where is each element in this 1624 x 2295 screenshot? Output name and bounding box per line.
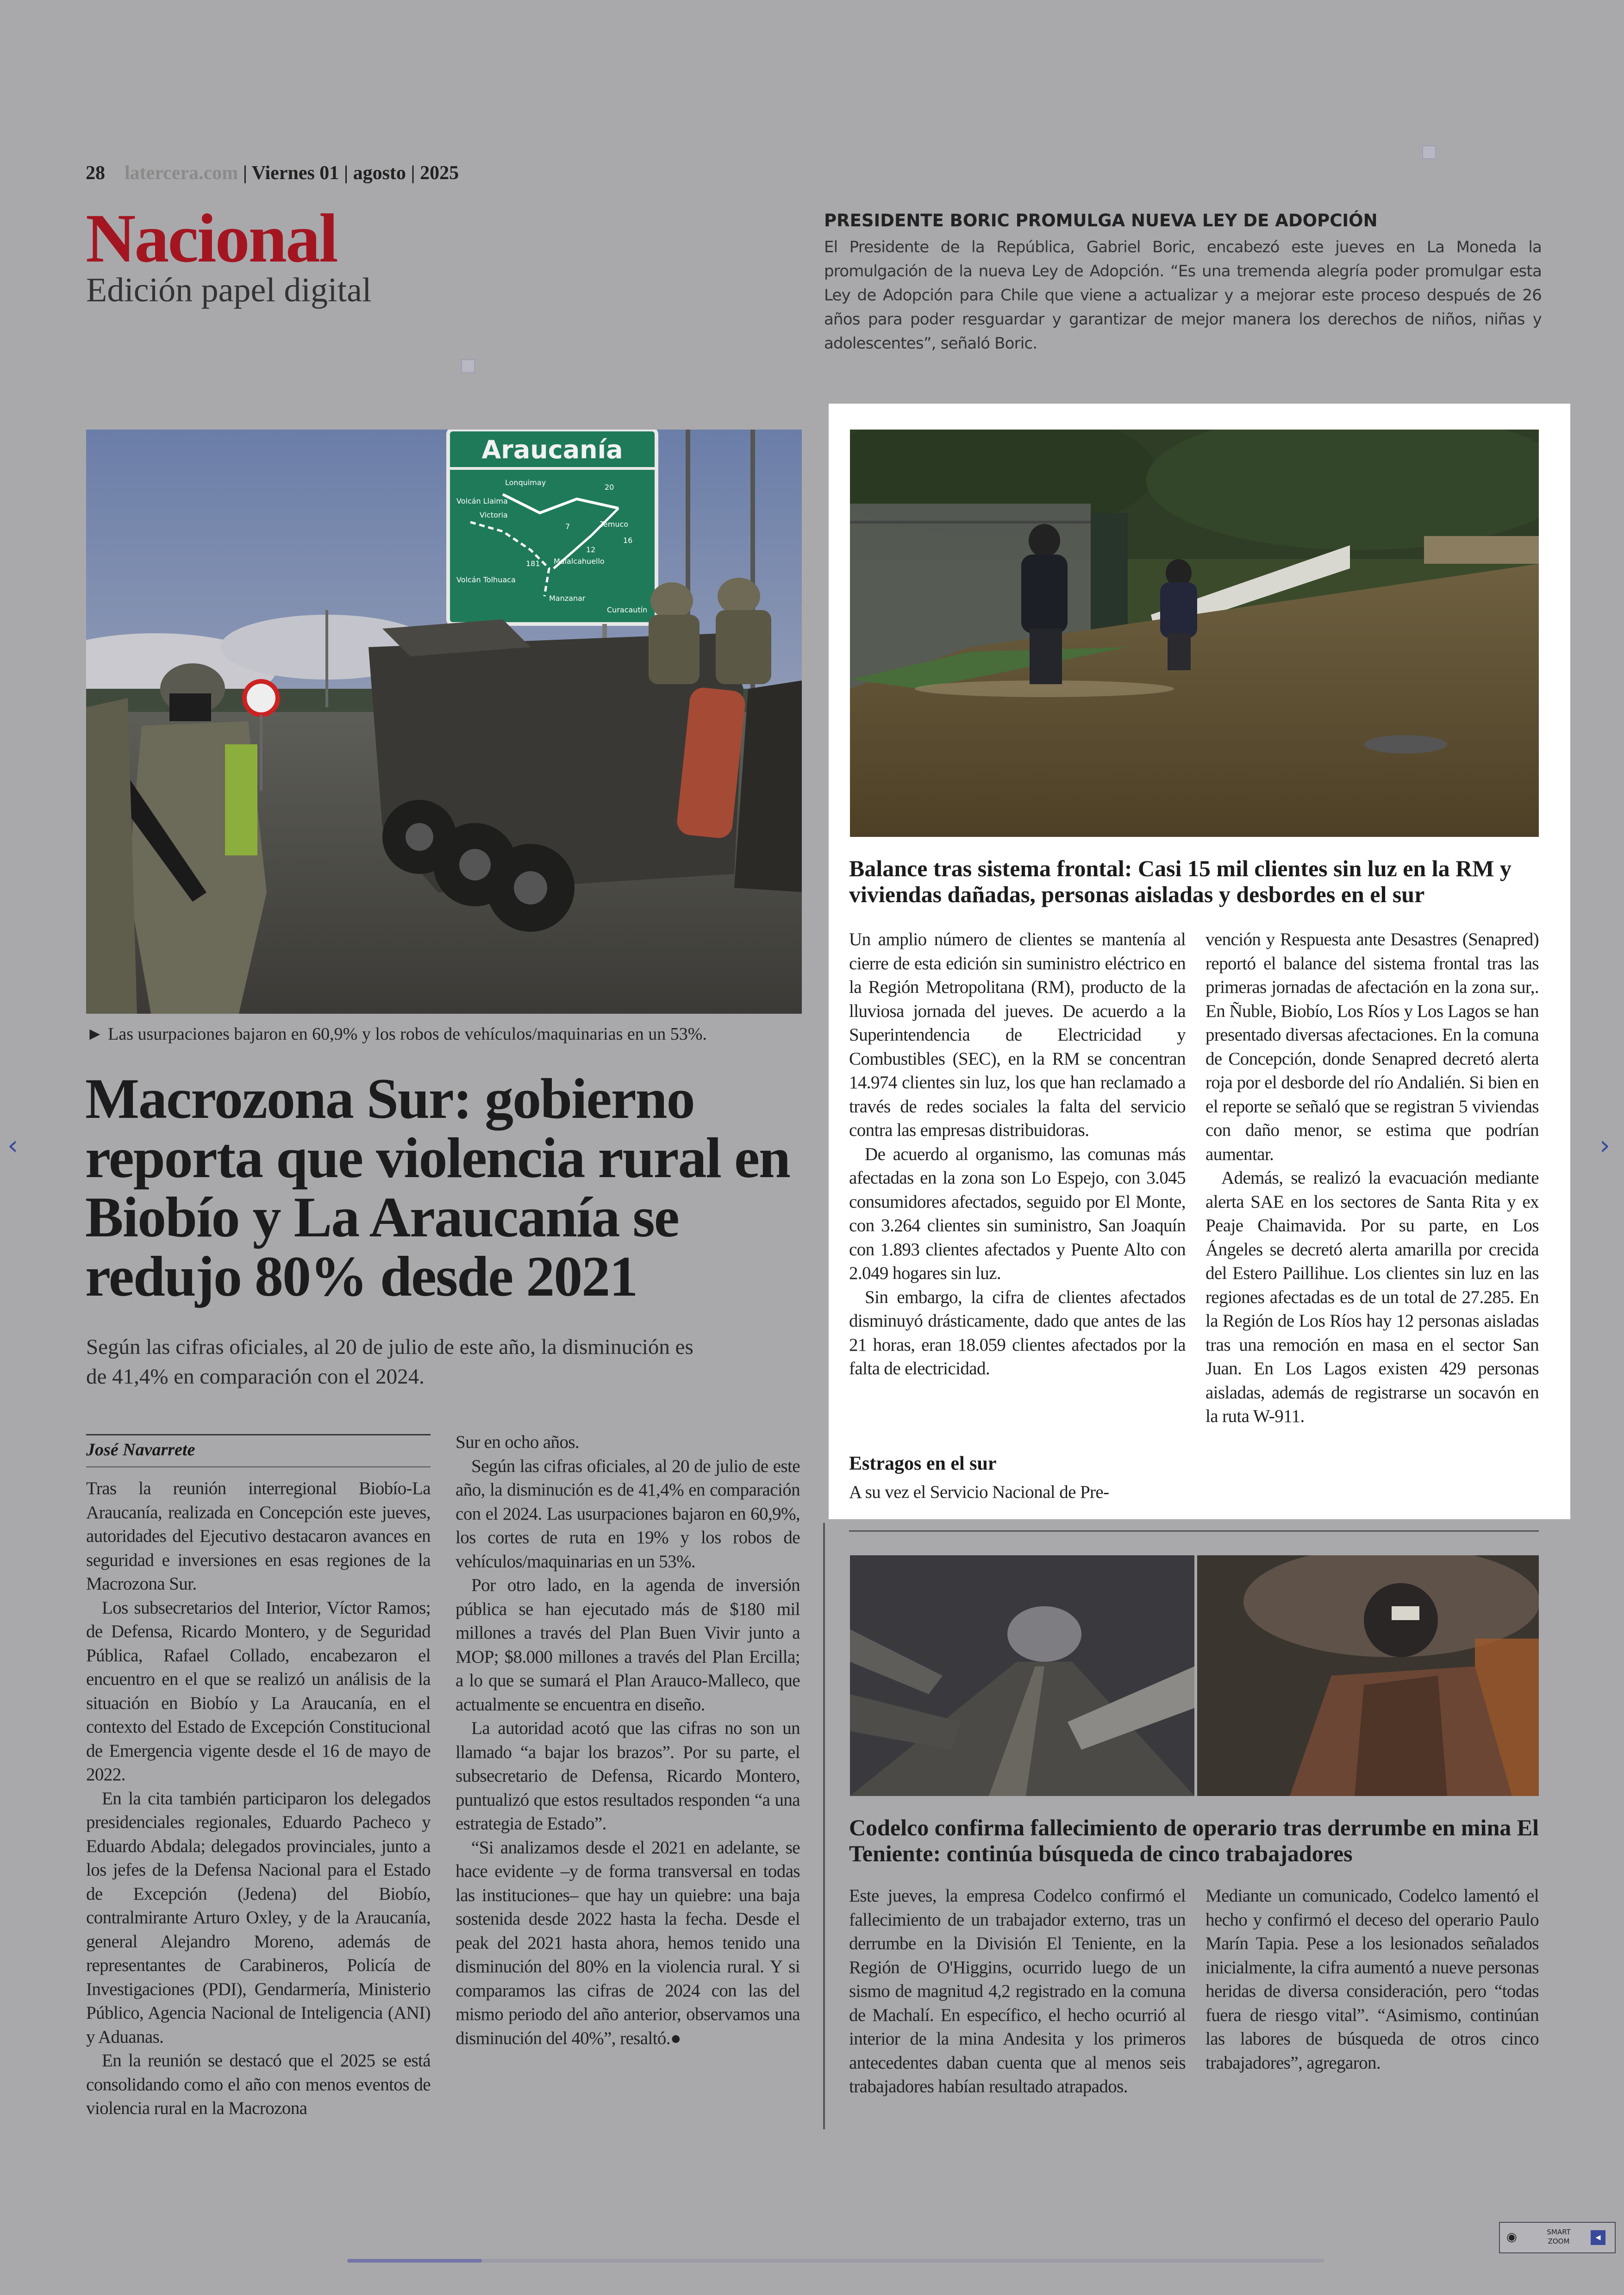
smart-zoom-button[interactable]: [1499, 2222, 1616, 2253]
brief-body: El Presidente de la República, Gabriel Boric, encabezó este jueves en La Moneda la promulgación de la nueva Ley de Adopción. “Es una tremenda alegría poder promulgar esta Ley de Adopción para Chile que viene a actualizar y a mejorar este proceso después de 26 años para poder resguardar y garantizar de mejor manera los derechos de niños, niñas y adolescentes”, señaló Boric.: [824, 238, 1542, 353]
paragraph: vención y Respuesta ante Desastres (Senapred) reportó el balance del sistema frontal tras las primeras jornadas de afectación en la zona sur,. En Ñuble, Biobío, Los Ríos y Los Lagos se han presentado diversas afectaciones. En la comuna de Concepción, donde Senapred decretó alerta roja por el desborde del río Andalién. Si bien en el reporte se señaló que se registran 5 viviendas con daño menor, se estima que podrían aumentar.: [1206, 929, 1539, 1164]
paragraph: Los subsecretarios del Interior, Víctor Ramos; de Defensa, Ricardo Montero, y de Seguridad Pública, Rafael Collado, encabezaron el encuentro en el que se realizó un análisis de la situación en Biobío y La Araucanía, en el contexto del Estado de Excepción Constitucional de Emergencia vigente desde el 16 de mayo de 2022.: [86, 1597, 431, 1784]
page-number: 28: [86, 162, 105, 184]
paragraph: Tras la reunión interregional Biobío-La Araucanía, realizada en Concepción este jueves, autoridades del Ejecutivo destacaron avances en seguridad e inversiones en esas regiones de la Macrozona Sur.: [86, 1478, 431, 1594]
article-column: [456, 1430, 800, 2050]
mine-tunnel-photo: [850, 1555, 1194, 1796]
sign-place: Volcán Tolhuaca: [456, 575, 516, 584]
sign-number: 12: [586, 545, 596, 554]
folio-day: Viernes 01: [251, 162, 339, 184]
paragraph-text: “Si analizamos desde el 2021 en adelante, se hace evidente –y de forma transversal en todas las instituciones– que hay un quiebre: una baja sostenida desde 2022 hasta la fecha. Desde el peak del 2021 hasta ahora, hemos tenido una disminución del 80% en la violencia rural. Y si comparamos las cifras de 2024 con las del mismo periodo del año anterior, observamos una disminución del 40%”, resaltó.: [456, 1837, 800, 2048]
page-progress-bar[interactable]: [347, 2259, 1324, 2263]
paragraph: Además, se realizó la evacuación mediante alerta SAE en los sectores de Santa Rita y ex Peaje Chaimavida. Por su parte, en Los Ángeles se decretó alerta amarilla por crecida del Estero Paillihue. Los clientes sin luz en las regiones afectadas es de un total de 27.285. En la Región de Los Ríos hay 12 personas aisladas tras una remoción en masa en el sector San Juan. En Los Lagos existen 429 personas aisladas, además de registrarse un socavón en la ruta W-911.: [1206, 1168, 1539, 1426]
sign-place: Lonquimay: [505, 478, 546, 487]
sign-place: Temuco: [600, 520, 629, 529]
article-column: [849, 928, 1186, 1381]
end-mark: ●: [670, 2028, 681, 2048]
page-folio: 28 latercera.com | Viernes 01 | agosto | 2025: [86, 162, 459, 184]
paragraph: Un amplio número de clientes se mantenía al cierre de esta edición sin suministro eléctrico en la Región Metropolitana (RM), producto de la lluviosa jornada del jueves. De acuerdo a la Superintendencia de Electricidad y Combustibles (SEC), en la RM se concentran 14.974 clientes sin luz, los que han reclamado a través de redes sociales la falta del servicio contra las empresas distribuidoras.: [849, 929, 1186, 1140]
hotspot-marker[interactable]: [461, 359, 475, 373]
rescue-worker-photo: [1197, 1555, 1539, 1796]
main-headline[interactable]: Macrozona Sur: gobierno reporta que violencia rural en Biobío y La Araucanía se redujo 80% desde 2021: [85, 1067, 790, 1308]
smart-zoom-label: SMART ZOOM: [1547, 2228, 1571, 2245]
sign-number: 16: [623, 536, 633, 545]
main-deck: Según las cifras oficiales, al 20 de julio de este año, la disminución es de 41,4% en comparación con el 2024.: [86, 1335, 693, 1389]
sign-place: Victoria: [480, 511, 508, 519]
article-column: [86, 1477, 431, 2120]
site-name: latercera.com: [125, 162, 238, 184]
byline: José Navarrete: [86, 1440, 195, 1459]
paragraph: A su vez el Servicio Nacional de Pre-: [849, 1482, 1109, 1502]
folio-year: 2025: [420, 162, 459, 184]
paragraph: [456, 1836, 800, 2051]
sign-title: Araucanía: [481, 435, 623, 464]
column-divider: [823, 1523, 825, 2129]
paragraph: En la cita también participaron los delegados presidenciales regionales, Eduardo Pacheco y Eduardo Abdala; delegados provinciales, junto a los jefes de la Defensa Nacional para el Estado de Excepción (Jedena) del Biobío, contralmirante Arturo Oxley, y de la Araucanía, general Alejandro Moreno, además de representantes de Carabineros, Policía de Investigaciones (PDI), Gendarmería, Ministerio Público, Agencia Nacional de Inteligencia (ANI) y Aduanas.: [86, 1788, 431, 2047]
sign-place: Volcán Llaima: [456, 497, 508, 505]
section-title: Nacional: [86, 200, 337, 277]
chevron-right-icon[interactable]: ›: [1599, 1129, 1611, 1161]
paragraph: La autoridad acotó que las cifras no son un llamado “a bajar los brazos”. Por su parte, el subsecretario de Defensa, Ricardo Montero, puntualizó que estos resultados responden “a una estrategia de Estado”.: [456, 1718, 800, 1834]
sign-place: Malalcahuello: [554, 557, 605, 566]
hotspot-marker[interactable]: [1422, 145, 1436, 159]
zoom-toggle-icon[interactable]: ◂: [1591, 2230, 1605, 2245]
folio-month: agosto: [353, 162, 406, 184]
section-rule: [849, 1530, 1539, 1532]
flood-photo: [850, 430, 1539, 837]
paragraph: Por otro lado, en la agenda de inversión pública se han ejecutado más de $180 mil millones a través del Plan Buen Vivir junto a MOP; $8.000 millones a través del Plan Ercilla; a lo que se sumará el Plan Arauco-Malleco, que actualmente se encuentra en diseño.: [456, 1575, 800, 1715]
edition-label: Edición papel digital: [86, 271, 372, 309]
sign-place: Curacautín: [607, 605, 648, 614]
paragraph: Sur en ocho años.: [456, 1432, 580, 1452]
article-column: [849, 1884, 1186, 2099]
article-column: [1206, 928, 1539, 1428]
paragraph: En la reunión se destacó que el 2025 se está consolidando como el año con menos eventos de violencia rural en la Macrozona: [86, 2051, 431, 2118]
page-progress-fill: [347, 2259, 482, 2263]
soldiers-photo: [86, 430, 802, 1014]
chevron-left-icon[interactable]: ‹: [7, 1129, 19, 1161]
photo-caption: ► Las usurpaciones bajaron en 60,9% y los robos de vehículos/maquinarias en un 53%.: [86, 1024, 707, 1044]
brief-title: PRESIDENTE BORIC PROMULGA NUEVA LEY DE ADOPCIÓN: [824, 211, 1378, 231]
paragraph: Sin embargo, la cifra de clientes afectados disminuyó drásticamente, dado que antes de las 21 horas, eran 18.059 clientes afectados por la falta de electricidad.: [849, 1287, 1186, 1378]
sign-place: Manzanar: [549, 594, 586, 603]
byline-rule: [86, 1434, 431, 1435]
paragraph: De acuerdo al organismo, las comunas más afectadas en la zona son Lo Espejo, con 3.045 consumidores afectados, seguido por El Monte, con 3.264 clientes sin suministro, San Joaquín con 1.893 clientes afectados y Puente Alto con 2.049 hogares sin luz.: [849, 1144, 1186, 1283]
byline-rule: [86, 1466, 431, 1467]
sign-number: 181: [526, 559, 540, 568]
paragraph: Este jueves, la empresa Codelco confirmó el fallecimiento de un trabajador externo, tras un derrumbe en la División El Teniente, en la Región de O'Higgins, ocurrido luego de un sismo de magnitud 4,2 registrado en la comuna de Machalí. En específico, el hecho ocurrió al interior de la mina Andesita y los primeros antecedentes daban cuenta que al menos seis trabajadores habían resultado atrapados.: [849, 1886, 1186, 2096]
sign-number: 20: [605, 483, 614, 492]
article-column: [849, 1480, 1186, 1504]
paragraph: Mediante un comunicado, Codelco lamentó el hecho y confirmó el deceso del operario Paulo Marín Tapia. Pese a los lesionados señalados inicialmente, la cifra aumentó a nueve personas heridas de diversa consideración, pero “todas fuera de riesgo vital”. “Asimismo, continúan las labores de búsqueda de otros cinco trabajadores”, agregaron.: [1206, 1886, 1539, 2073]
section-subhead: Estragos en el sur: [849, 1453, 997, 1474]
paragraph: Según las cifras oficiales, al 20 de julio de este año, la disminución es de 41,4% en comparación con el 2024. Las usurpaciones bajaron en 60,9%, los cortes de ruta en 19% y los robos de vehículos/maquinarias en un 53%.: [456, 1456, 800, 1572]
codelco-headline[interactable]: Codelco confirma fallecimiento de operario tras derrumbe en mina El Teniente: continúa búsqueda de cinco trabajadores: [849, 1815, 1539, 1866]
eye-icon: ◉: [1506, 2230, 1517, 2244]
balance-headline[interactable]: Balance tras sistema frontal: Casi 15 mil clientes sin luz en la RM y viviendas dañadas, personas aisladas y desbordes en el sur: [849, 855, 1512, 907]
sign-number: 7: [565, 522, 570, 531]
article-column: [1206, 1884, 1539, 2075]
